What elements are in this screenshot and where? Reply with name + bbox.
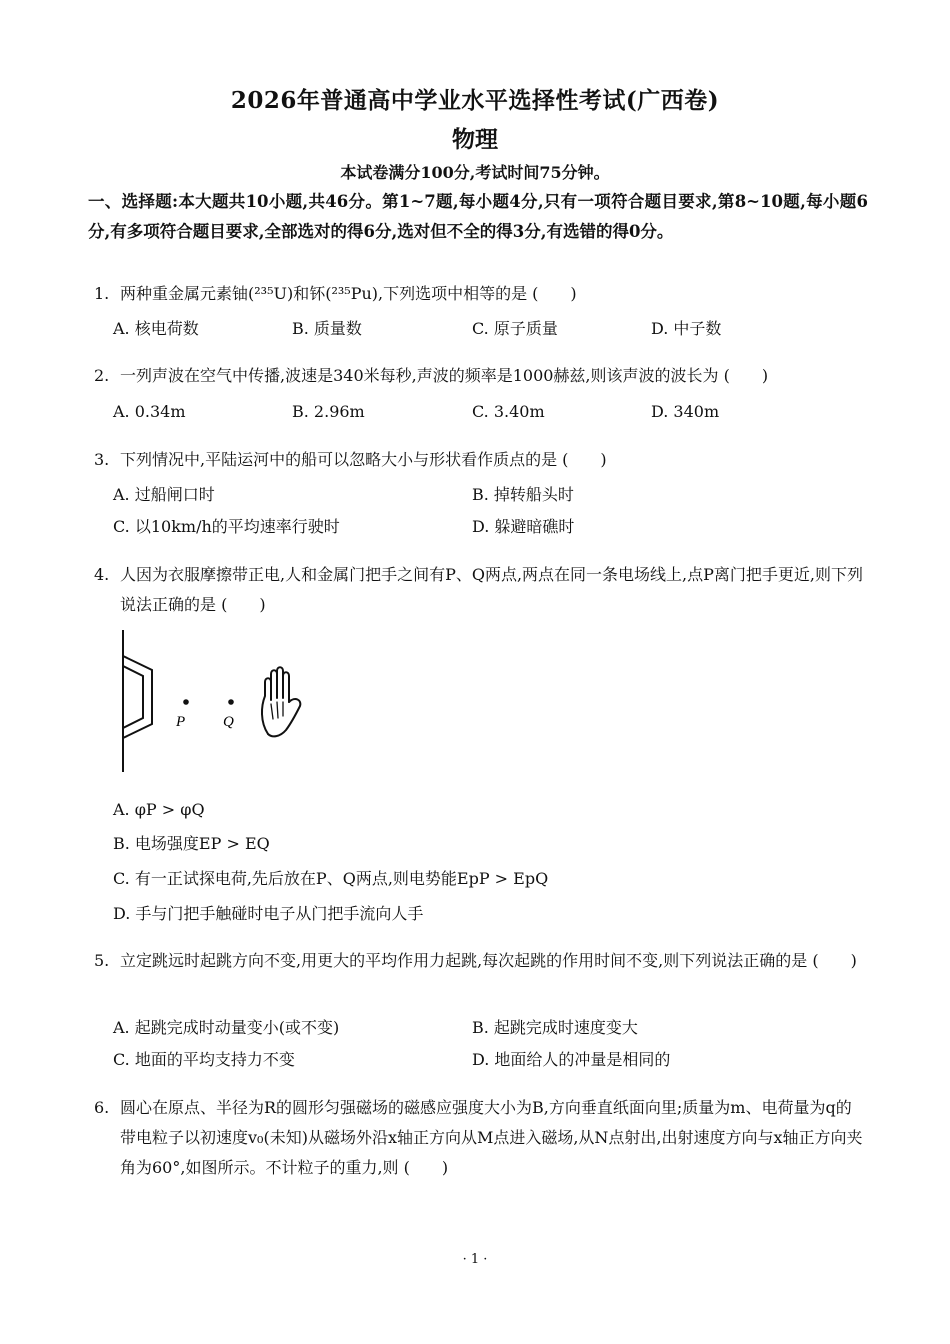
question-stem: 一列声波在空气中传播,波速是340米每秒,声波的频率是1000赫兹,则该声波的波长为 ( ) [120, 366, 769, 385]
question-2 [94, 361, 866, 391]
option-d: D. 手与门把手触碰时电子从门把手流向人手 [113, 904, 424, 923]
point-p-label: P [176, 714, 186, 730]
hand-icon [262, 667, 300, 736]
question-3 [94, 445, 866, 475]
subject-title: 物理 [452, 126, 498, 153]
section-instructions: 一、选择题:本大题共10小题,共46分。第1~7题,每小题4分,只有一项符合题目要求,第8~10题,每小题6分,有多项符合题目要求,全部选对的得6分,选对但不全的得3分,有选错的得0分。 [88, 192, 868, 241]
option-a: A. 过船闸口时 [113, 485, 215, 504]
option-b: B. 质量数 [292, 319, 362, 338]
option-d: D. 340m [651, 402, 720, 421]
question-5 [94, 946, 866, 976]
page-number: · 1 · [462, 1252, 488, 1267]
question-number: 6. [94, 1098, 110, 1117]
option-b: B. 掉转船头时 [472, 485, 574, 504]
option-d: D. 躲避暗礁时 [472, 517, 575, 536]
option-d: D. 地面给人的冲量是相同的 [472, 1050, 671, 1069]
question-number: 1. [94, 284, 110, 303]
option-c: C. 3.40m [472, 402, 545, 421]
question-number: 3. [94, 450, 110, 469]
question-stem: 下列情况中,平陆运河中的船可以忽略大小与形状看作质点的是 ( ) [120, 450, 607, 469]
question-number: 2. [94, 366, 110, 385]
option-c: C. 地面的平均支持力不变 [113, 1050, 295, 1069]
option-c: C. 以10km/h的平均速率行驶时 [113, 517, 340, 536]
door-handle-figure [110, 626, 320, 776]
option-a: A. 0.34m [113, 402, 186, 421]
point-p-dot [183, 699, 189, 705]
option-a: A. 起跳完成时动量变小(或不变) [113, 1018, 340, 1037]
question-stem: 人因为衣服摩擦带正电,人和金属门把手之间有P、Q两点,两点在同一条电场线上,点P离门把手更近,则下列说法正确的是 ( ) [120, 565, 863, 614]
option-c: C. 有一正试探电荷,先后放在P、Q两点,则电势能EpP > EpQ [113, 869, 549, 888]
exam-note: 本试卷满分100分,考试时间75分钟。 [340, 163, 610, 182]
door-handle-inner [123, 666, 143, 728]
option-a: A. 核电荷数 [113, 319, 199, 338]
option-b: B. 起跳完成时速度变大 [472, 1018, 638, 1037]
option-c: C. 原子质量 [472, 319, 558, 338]
question-1 [94, 279, 866, 309]
option-d: D. 中子数 [651, 319, 722, 338]
option-b: B. 2.96m [292, 402, 365, 421]
exam-title: 2026年普通高中学业水平选择性考试(广西卷) [230, 87, 720, 114]
point-q-dot [228, 699, 234, 705]
question-stem: 圆心在原点、半径为R的圆形匀强磁场的磁感应强度大小为B,方向垂直纸面向里;质量为m、电荷量为q的带电粒子以初速度v₀(未知)从磁场外沿x轴正方向从M点进入磁场,从N点射出,出射速度方向与x轴正方向夹角为60°,如图所示。不计粒子的重力,则 ( ) [120, 1098, 863, 1177]
question-4 [94, 560, 866, 620]
question-stem: 立定跳远时起跳方向不变,用更大的平均作用力起跳,每次起跳的作用时间不变,则下列说法正确的是 ( ) [120, 951, 857, 970]
question-stem: 两种重金属元素铀(²³⁵U)和钚(²³⁵Pu),下列选项中相等的是 ( ) [120, 284, 577, 303]
question-number: 4. [94, 565, 110, 584]
option-a: A. φP > φQ [113, 800, 205, 819]
question-number: 5. [94, 951, 110, 970]
point-q-label: Q [223, 714, 234, 730]
option-b: B. 电场强度EP > EQ [113, 834, 270, 853]
question-6 [94, 1093, 866, 1183]
